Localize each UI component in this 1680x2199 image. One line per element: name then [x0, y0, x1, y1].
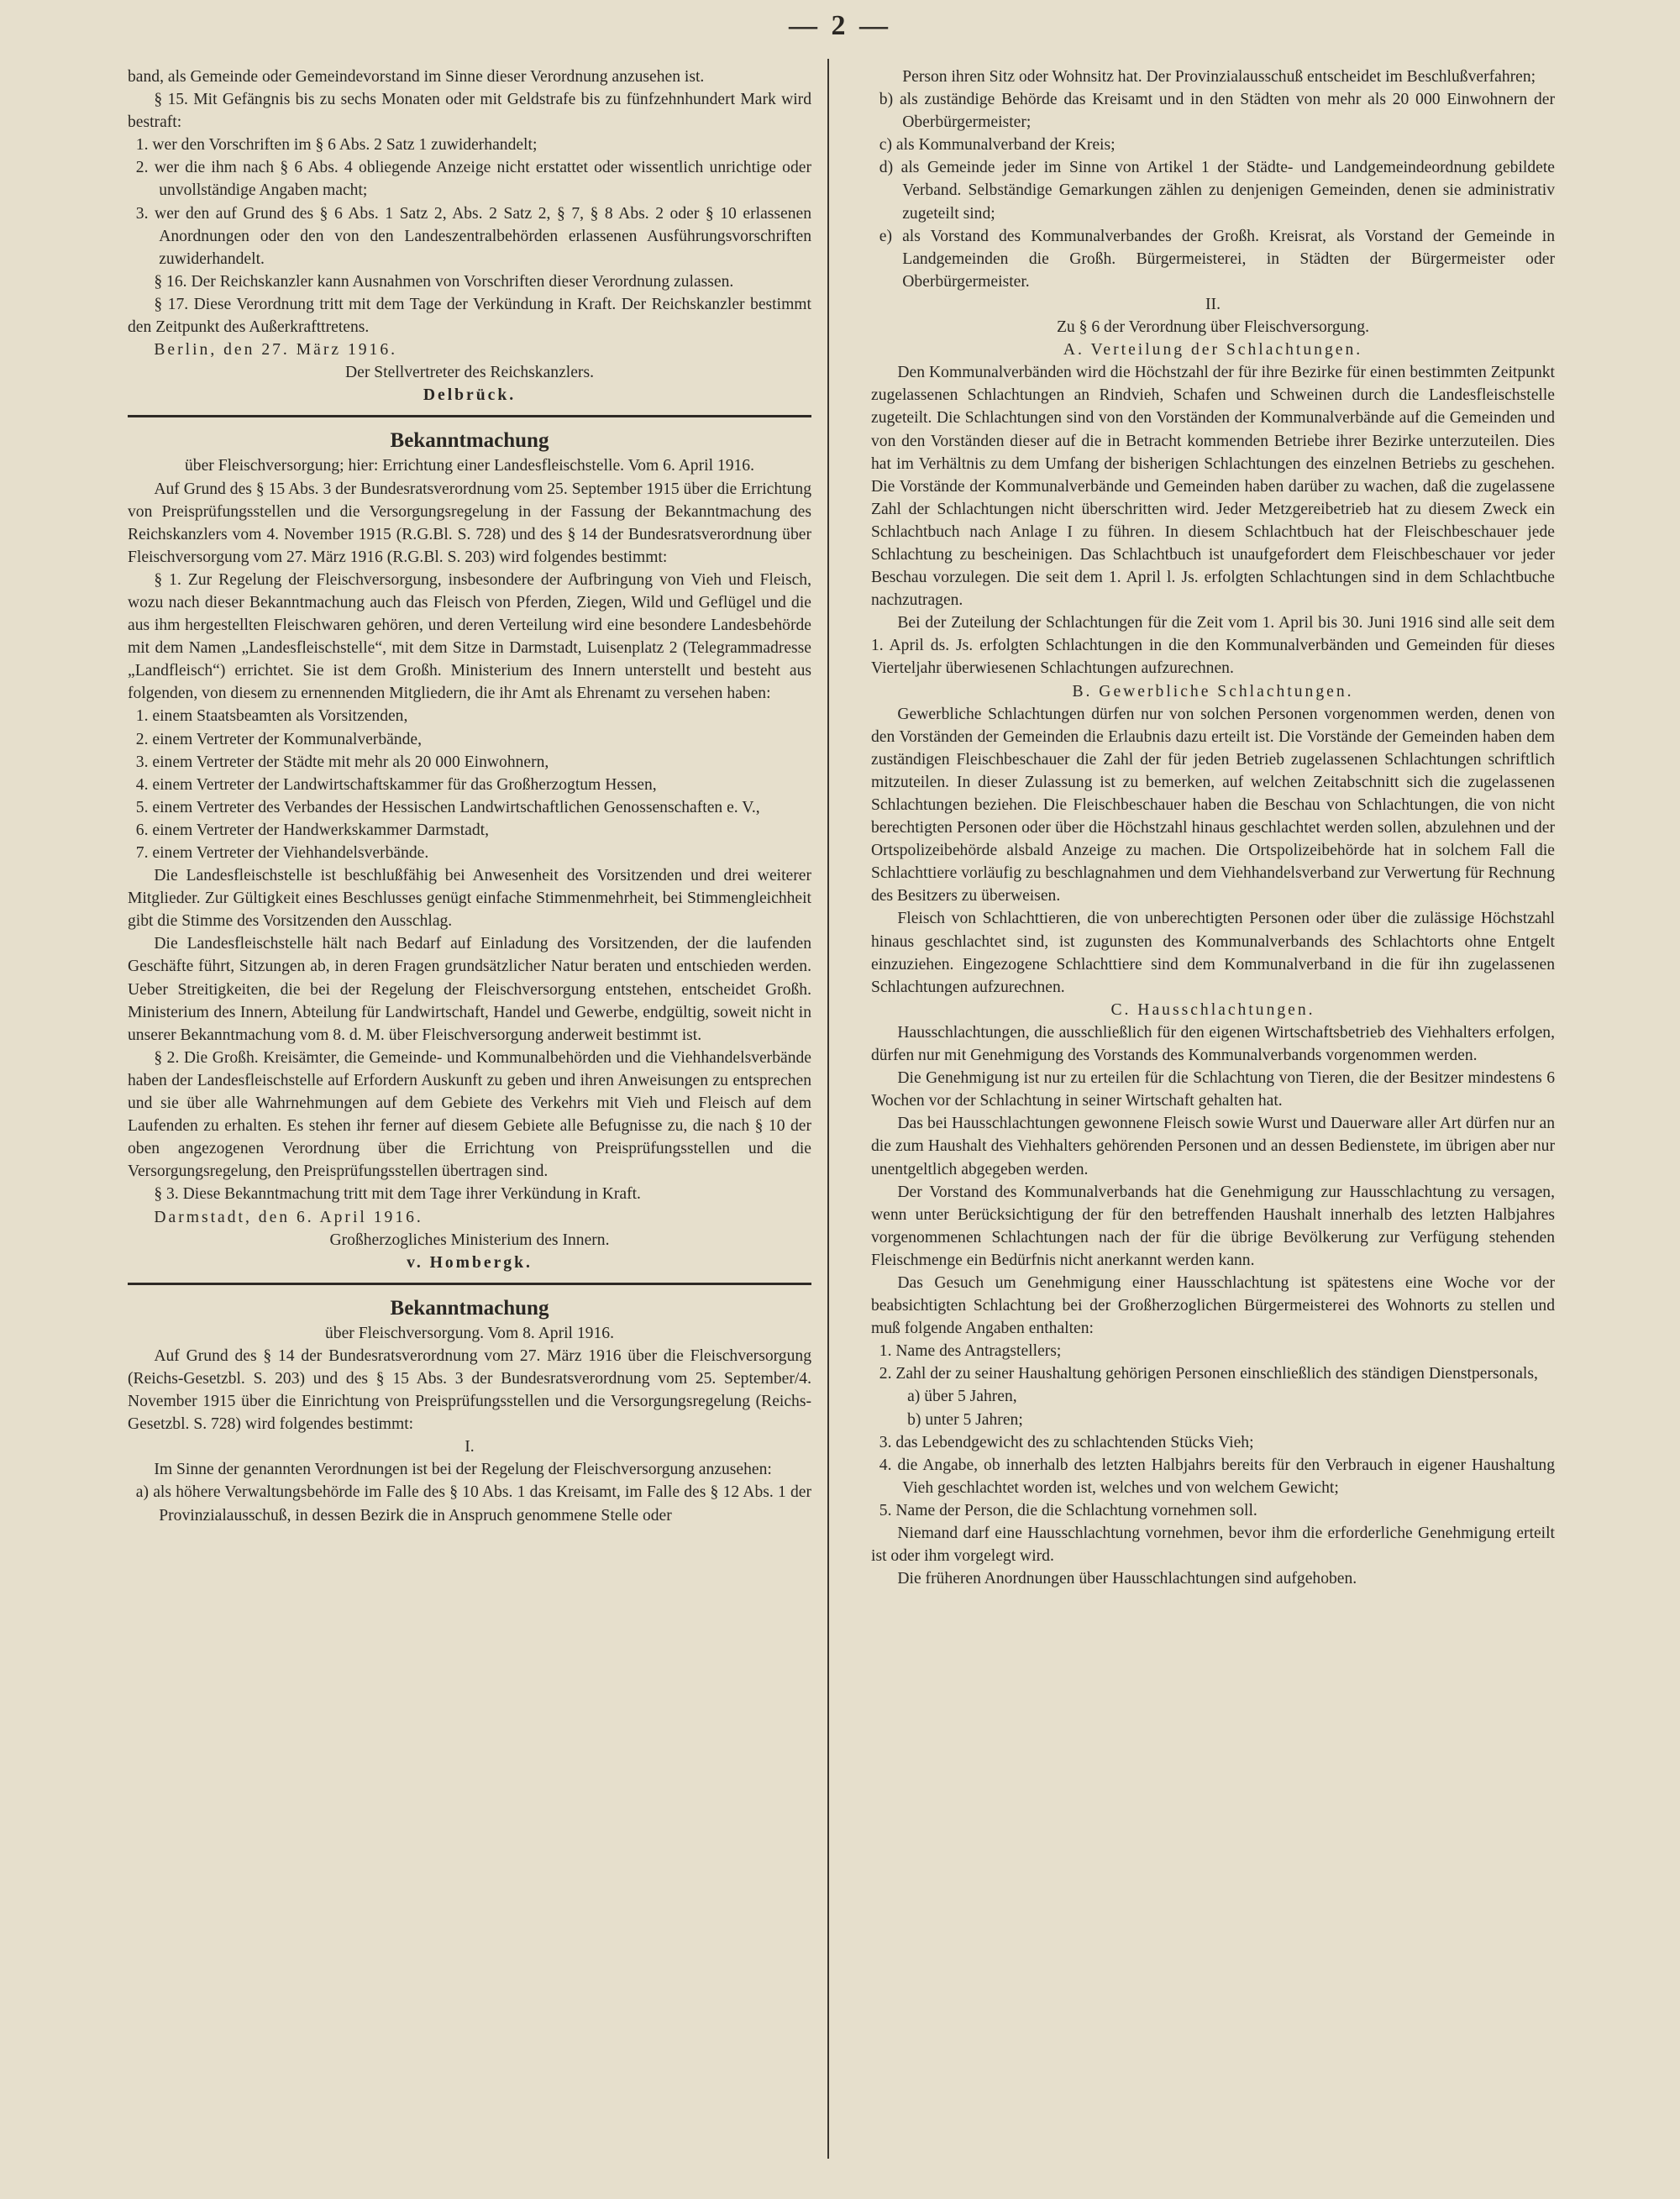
- paragraph: Den Kommunalverbänden wird die Höchstzahl der für ihre Bezirke für einen bestimmten Zeitpunkt zugelassenen Schlachtungen an Rindvieh, Schafen und Schweinen durch die Landesfleischstelle zugeteilt. Die Schlachtungen sind von den Vorständen der Kommunalverbände auf die Gemeinden und von den Vorständen dieser auf die in Betracht kommenden Betriebe ihrer Bezirke unterzuteilen. Dies hat im Verhältnis zu dem Umfang der bisherigen Schlachtungen des einzelnen Betriebs zu geschehen. Die Vorstände der Kommunalverbände und Gemeinden haben darüber zu wachen, daß die zugelassene Zahl der Schlachtungen nicht überschritten wird. Jeder Metzgereibetrieb hat zu diesem Zweck ein Schlachtbuch nach Anlage I zu führen. In diesem Schlachtbuch hat der Fleischbeschauer jede Schlachtung zu bescheinigen. Das Schlachtbuch ist unaufgefordert dem Fleischbeschauer vor jeder Beschau vorzulegen. Die seit dem 1. April l. Js. erfolgten Schlachtungen sind in dem Schlachtbuche nachzutragen.: [871, 364, 1555, 610]
- paragraph: Die früheren Anordnungen über Hausschlachtungen sind aufgehoben.: [897, 1570, 1357, 1588]
- right-column: [871, 66, 1555, 1590]
- paragraph: Der Vorstand des Kommunalverbands hat die Genehmigung zur Hausschlachtung zu versagen, wenn unter Berücksichtigung der für den betreffenden Haushalt innerhalb des letzten Halbjahres vorgenommenen Schlachtungen nach der für die übrige Bevölkerung zur Verfügung stehenden Fleischmenge ein Bedürfnis nicht anerkannt werden kann.: [871, 1183, 1555, 1269]
- paragraph-section-3: § 3. Diese Bekanntmachung tritt mit dem Tage ihrer Verkündung in Kraft.: [154, 1185, 641, 1204]
- list-item: c) als Kommunalverband der Kreis;: [879, 136, 1116, 155]
- announcement-subtitle: über Fleischversorgung. Vom 8. April 1916.: [325, 1324, 614, 1342]
- list-item: 1. Name des Antragstellers;: [879, 1342, 1062, 1361]
- announcement-heading: Bekanntmachung: [390, 429, 549, 453]
- section-divider: [128, 415, 811, 417]
- paragraph: Auf Grund des § 15 Abs. 3 der Bundesratsverordnung vom 25. September 1915 über die Errichtung von Preisprüfungsstellen und die Versorgungsregelung in der Fassung der Bekanntmachung des Reichskanzlers vom 4. November 1915 (R.G.Bl. S. 728) und des § 14 der Bundesratsverordnung über Fleischversorgung vom 27. März 1916 (R.G.Bl. S. 203) wird folgendes bestimmt:: [128, 480, 811, 566]
- list-item: 7. einem Vertreter der Viehhandelsverbände.: [135, 844, 429, 862]
- subsection-heading-b: B. Gewerbliche Schlachtungen.: [1072, 682, 1354, 701]
- list-item: 6. einem Vertreter der Handwerkskammer Darmstadt,: [135, 821, 489, 839]
- paragraph-section-17: § 17. Diese Verordnung tritt mit dem Tage der Verkündung in Kraft. Der Reichskanzler bestimmt den Zeitpunkt des Außerkrafttretens.: [128, 295, 811, 337]
- list-item: 2. einem Vertreter der Kommunalverbände,: [135, 730, 423, 748]
- section-divider: [128, 1283, 811, 1285]
- list-item: b) als zuständige Behörde das Kreisamt und in den Städten von mehr als 20 000 Einwohnern der Oberbürgermeister;: [879, 91, 1555, 132]
- announcement-heading: Bekanntmachung: [390, 1296, 549, 1320]
- list-item: 3. wer den auf Grund des § 6 Abs. 1 Satz 2, Abs. 2 Satz 2, § 7, § 8 Abs. 2 oder § 10 erlassenen Anordnungen oder den von den Landeszentralbehörden erlassenen Ausführungsvorschriften zuwiderhandelt.: [135, 204, 811, 268]
- sub-list-item: b) unter 5 Jahren;: [907, 1410, 1023, 1429]
- list-item: 2. wer die ihm nach § 6 Abs. 4 obliegende Anzeige nicht erstattet oder wissentlich unrichtige oder unvollständige Angaben macht;: [135, 159, 811, 200]
- paragraph-section-1: § 1. Zur Regelung der Fleischversorgung, insbesondere der Aufbringung von Vieh und Fleisch, wozu nach dieser Bekanntmachung auch das Fleisch von Pferden, Ziegen, Wild und Geflügel und die aus ihm hergestellten Fleischwaren gehören, und deren Verteilung wird eine besondere Landesbehörde mit dem Namen „Landesfleischstelle“, mit dem Sitze in Darmstadt, Luisenplatz 2 (Telegrammadresse „Landfleisch“) errichtet. Sie ist dem Großh. Ministerium des Innern unterstellt und besteht aus folgenden, von diesem zu ernennenden Mitgliedern, die ihr Amt als Ehrenamt zu versehen haben:: [128, 570, 811, 703]
- paragraph: Auf Grund des § 14 der Bundesratsverordnung vom 27. März 1916 über die Fleischversorgung (Reichs-Gesetzbl. S. 203) und des § 15 Abs. 3 der Bundesratsverordnung vom 25. September/4. November 1915 über die Einrichtung von Preisprüfungsstellen und die Versorgungsregelung (Reichs-Gesetzbl. S. 728) wird folgendes bestimmt:: [128, 1346, 811, 1434]
- paragraph: Die Landesfleischstelle ist beschlußfähig bei Anwesenheit des Vorsitzenden und drei weiterer Mitglieder. Zur Gültigkeit eines Beschlusses genügt einfache Stimmenmehrheit, bei Stimmengleichheit gibt die Stimme des Vorsitzenden den Ausschlag.: [128, 867, 811, 931]
- subsection-heading-a: A. Verteilung der Schlachtungen.: [1063, 341, 1363, 360]
- left-column: [128, 66, 811, 1527]
- paragraph: Das bei Hausschlachtungen gewonnene Fleisch sowie Wurst und Dauerware aller Art dürfen nur an die zum Haushalt des Viehhalters gehörenden Personen und an dessen Bedienstete, im übrigen aber nur unentgeltlich abgegeben werden.: [871, 1115, 1555, 1178]
- announcement-subtitle: über Fleischversorgung; hier: Errichtung einer Landesfleischstelle. Vom 6. April 1916.: [184, 457, 755, 475]
- paragraph: Die Genehmigung ist nur zu erteilen für die Schlachtung von Tieren, die der Besitzer mindestens 6 Wochen vor der Schlachtung in seiner Wirtschaft gehalten hat.: [871, 1069, 1555, 1110]
- paragraph: Niemand darf eine Hausschlachtung vornehmen, bevor ihm die erforderliche Genehmigung erteilt ist oder ihm vorgelegt wird.: [871, 1525, 1555, 1566]
- signature-title: Der Stellvertreter des Reichskanzlers.: [345, 364, 594, 382]
- paragraph-section-15: § 15. Mit Gefängnis bis zu sechs Monaten oder mit Geldstrafe bis zu fünfzehnhundert Mark wird bestraft:: [128, 91, 811, 132]
- list-item: 3. das Lebendgewicht des zu schlachtenden Stücks Vieh;: [879, 1433, 1254, 1451]
- signature-name: Delbrück.: [423, 386, 517, 405]
- paragraph-section-16: § 16. Der Reichskanzler kann Ausnahmen von Vorschriften dieser Verordnung zulassen.: [154, 272, 734, 291]
- list-item: 1. wer den Vorschriften im § 6 Abs. 2 Satz 1 zuwiderhandelt;: [135, 136, 538, 155]
- list-item: 5. einem Vertreter des Verbandes der Hessischen Landwirtschaftlichen Genossenschaften e. V.,: [135, 798, 760, 816]
- roman-numeral-heading: I.: [465, 1438, 475, 1456]
- paragraph: band, als Gemeinde oder Gemeindevorstand im Sinne dieser Verordnung anzusehen ist.: [128, 68, 705, 86]
- paragraph: Fleisch von Schlachttieren, die von unberechtigten Personen oder über die zulässige Höchstzahl hinaus geschlachtet sind, ist zugunsten des Kommunalverbands des Schlachtorts ohne Entgelt einzuziehen. Eingezogene Schlachttiere sind dem Kommunalverband in die für ihn zugelassenen Schlachtungen aufzurechnen.: [871, 910, 1555, 996]
- list-item: 4. die Angabe, ob innerhalb des letzten Halbjahrs bereits für den Verbrauch in eigener Haushaltung Vieh geschlachtet worden ist, welches und von welchem Gewicht;: [879, 1456, 1555, 1497]
- roman-numeral-heading: II.: [1205, 295, 1221, 313]
- list-item: 4. einem Vertreter der Landwirtschaftskammer für das Großherzogtum Hessen,: [135, 775, 657, 794]
- paragraph: Bei der Zuteilung der Schlachtungen für die Zeit vom 1. April bis 30. Juni 1916 sind alle seit dem 1. April ds. Js. erfolgten Schlachtungen in die den Kommunalverbänden und Gemeinden für dieses Vierteljahr überwiesenen Schlachtungen aufzurechnen.: [871, 614, 1555, 678]
- list-item: 5. Name der Person, die die Schlachtung vornehmen soll.: [879, 1501, 1257, 1519]
- subsection-heading-c: C. Hausschlachtungen.: [1110, 1000, 1315, 1019]
- section-heading: Zu § 6 der Verordnung über Fleischversorgung.: [1056, 318, 1370, 337]
- column-divider: [827, 59, 829, 2159]
- list-item-continuation: Person ihren Sitz oder Wohnsitz hat. Der Provinzialausschuß entscheidet im Beschlußverfahren;: [902, 68, 1536, 86]
- paragraph: Gewerbliche Schlachtungen dürfen nur von solchen Personen vorgenommen werden, denen von den Vorständen der Gemeinden die Erlaubnis dazu erteilt ist. Die Vorstände der Gemeinden haben dem zuständigen Fleischbeschauer die Zahl der für jeden Betrieb zugelassenen Schlachtungen schriftlich mitzuteilen. In dieser Zulassung ist zu bemerken, auf welchen Zeitabschnitt sich die zugelassenen Schlachtungen beziehen. Die Fleischbeschauer haben die Beschau von Schlachtungen, die von nicht berechtigten Personen oder über die Höchstzahl hinaus geschlachtet werden sollen, abzulehnen und der Ortspolizeibehörde alsbald Anzeige zu machen. Die Ortspolizeibehörde hat in solchem Fall die Schlachttiere vorläufig zu beschlagnahmen und dem Viehhandelsverband zur Verwertung für Rechnung des Besitzers zu überweisen.: [871, 705, 1555, 905]
- paragraph: Die Landesfleischstelle hält nach Bedarf auf Einladung des Vorsitzenden, der die laufenden Geschäfte führt, Sitzungen ab, in deren Fragen grundsätzlicher Natur beraten und entschieden werden. Ueber Streitigkeiten, die bei der Regelung der Fleischversorgung entstehen, entscheidet Großh. Ministerium des Innern, Abteilung für Landwirtschaft, Handel und Gewerbe, endgültig, soweit nicht in unserer Bekanntmachung vom 8. d. M. über Fleischversorgung anderweit bestimmt ist.: [128, 935, 811, 1044]
- paragraph: Hausschlachtungen, die ausschließlich für den eigenen Wirtschaftsbetrieb des Viehhalters erfolgen, dürfen nur mit Genehmigung des Vorstands des Kommunalverbands vorgenommen werden.: [871, 1023, 1555, 1065]
- list-item: 3. einem Vertreter der Städte mit mehr als 20 000 Einwohnern,: [135, 753, 549, 771]
- page-number: — 2 —: [789, 10, 891, 41]
- paragraph-section-2: § 2. Die Großh. Kreisämter, die Gemeinde- und Kommunalbehörden und die Viehhandelsverbände haben der Landesfleischstelle auf Erfordern Auskunft zu geben und ihren Anweisungen zu entsprechen und sie über alle Wahrnehmungen auf dem Gebiete des Verkehrs mit Vieh und Fleisch auf dem Laufenden zu erhalten. Es stehen ihr ferner auf diesem Gebiete alle Befugnisse zu, die nach § 10 der oben angezogenen Verordnung über die Errichtung von Preisprüfungsstellen und die Versorgungsregelung, den Preisprüfungsstellen übertragen sind.: [128, 1048, 811, 1181]
- paragraph: Im Sinne der genannten Verordnungen ist bei der Regelung der Fleischversorgung anzusehen:: [154, 1461, 772, 1479]
- list-item: 1. einem Staatsbeamten als Vorsitzenden,: [135, 707, 408, 726]
- list-item: d) als Gemeinde jeder im Sinne von Artikel 1 der Städte- und Landgemeindeordnung gebildete Verband. Selbständige Gemarkungen zählen zu denjenigen Gemeinden, denen sie administrativ zugeteilt sind;: [879, 159, 1555, 223]
- list-item: e) als Vorstand des Kommunalverbandes der Großh. Kreisrat, als Vorstand der Gemeinde in Landgemeinden die Großh. Bürgermeisterei, in Städten der Bürgermeister oder Oberbürgermeister.: [879, 227, 1555, 291]
- list-item: a) als höhere Verwaltungsbehörde im Falle des § 10 Abs. 1 das Kreisamt, im Falle des § 12 Abs. 1 der Provinzialausschuß, in dessen Bezirk die in Anspruch genommene Stelle oder: [135, 1483, 811, 1525]
- dateline: Darmstadt, den 6. April 1916.: [154, 1208, 423, 1226]
- dateline: Berlin, den 27. März 1916.: [154, 341, 398, 360]
- sub-list-item: a) über 5 Jahren,: [907, 1388, 1017, 1406]
- paragraph: Das Gesuch um Genehmigung einer Hausschlachtung ist spätestens eine Woche vor der beabsichtigten Schlachtung bei der Großherzoglichen Bürgermeisterei des Wohnorts zu stellen und muß folgende Angaben enthalten:: [871, 1273, 1555, 1338]
- signature-title: Großherzogliches Ministerium des Innern.: [329, 1231, 610, 1249]
- signature-name: v. Hombergk.: [407, 1253, 533, 1272]
- list-item: 2. Zahl der zu seiner Haushaltung gehörigen Personen einschließlich des ständigen Dienstpersonals,: [879, 1365, 1538, 1383]
